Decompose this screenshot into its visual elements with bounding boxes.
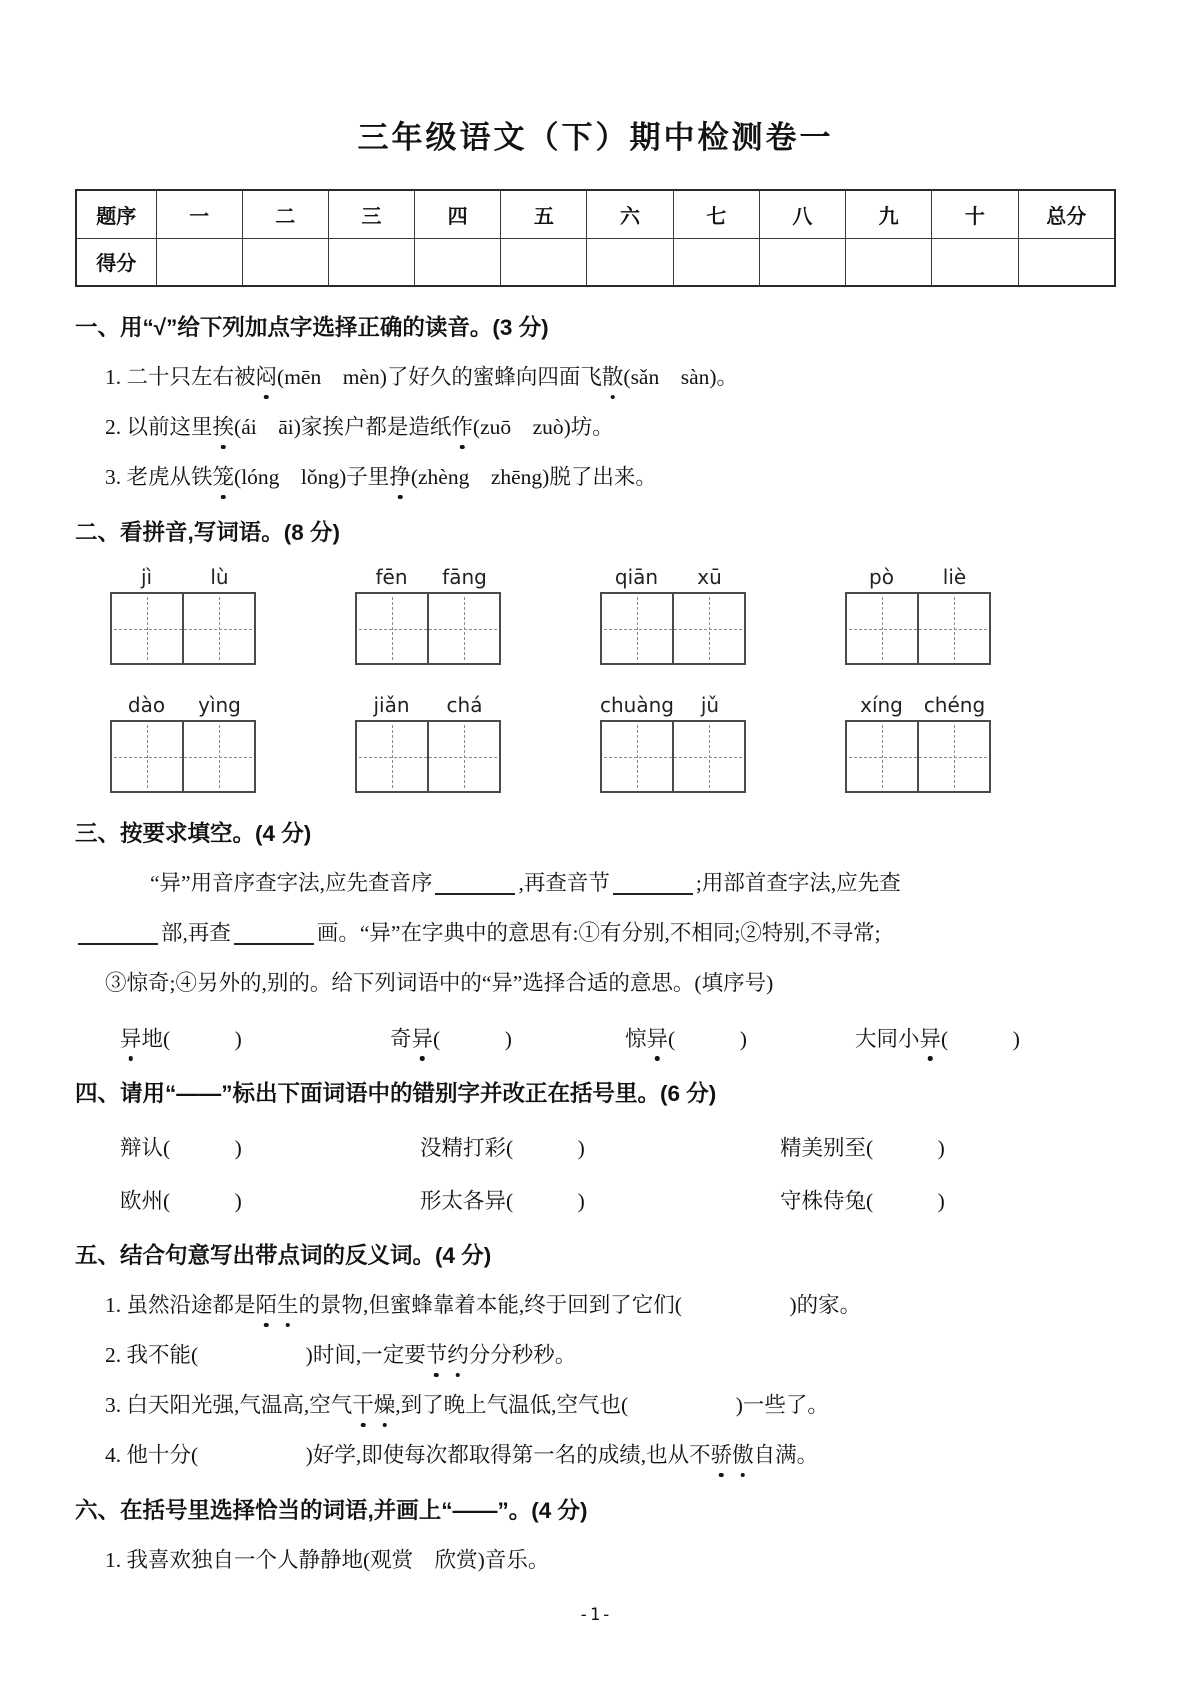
dotted-char: 散 <box>602 363 624 392</box>
s1-question-3 <box>105 463 1116 492</box>
pinyin-word-block <box>600 693 746 793</box>
text-run: 1. 我喜欢独自一个人静静地(观赏 欣赏)音乐。 <box>105 1547 550 1572</box>
score-col-header: 一 <box>156 190 242 238</box>
s6-question-1 <box>105 1546 1116 1575</box>
pinyin-labels <box>600 693 746 717</box>
pinyin-labels <box>110 693 256 717</box>
text-run: 部,再查 <box>161 921 231 946</box>
s5-question-3 <box>105 1391 1116 1420</box>
writing-grid <box>110 720 256 793</box>
dotted-char: 挨 <box>213 413 235 442</box>
score-col-header: 二 <box>242 190 328 238</box>
pinyin-word-block <box>600 565 746 665</box>
section-6-heading: 六、在括号里选择恰当的词语,并画上“——”。(4 分) <box>75 1497 588 1523</box>
pinyin-label: xíng <box>860 693 903 718</box>
writing-grid <box>845 592 991 665</box>
s1-question-1 <box>105 363 1116 392</box>
pinyin-labels <box>845 693 991 717</box>
s1-question-2 <box>105 413 1116 442</box>
pinyin-label: xū <box>697 565 722 590</box>
section-1-heading: 一、用“√”给下列加点字选择正确的读音。(3 分) <box>75 315 549 340</box>
s4-row-1 <box>75 1131 1116 1162</box>
score-table <box>75 189 1116 287</box>
score-col-header: 七 <box>673 190 759 238</box>
dotted-char: 傲 <box>732 1441 754 1470</box>
pinyin-label: jiǎn <box>373 693 410 718</box>
s3-line-3 <box>105 969 1116 998</box>
score-cell-empty <box>587 238 673 286</box>
blank-line <box>78 923 158 945</box>
pinyin-label: pò <box>869 565 894 590</box>
score-col-header: 四 <box>415 190 501 238</box>
s3-line-2 <box>75 919 1116 948</box>
blank-line <box>435 873 515 895</box>
text-run: 奇 <box>390 1027 412 1052</box>
writing-cell <box>427 594 499 663</box>
writing-cell <box>182 594 254 663</box>
pinyin-label: qiān <box>614 565 659 590</box>
pinyin-grid-row-2 <box>110 693 1116 793</box>
blank-line <box>234 923 314 945</box>
dotted-char: 干 <box>352 1391 374 1420</box>
text-run: 分分秒秒。 <box>468 1342 577 1367</box>
pinyin-label: jì <box>140 565 153 590</box>
pinyin-labels <box>355 565 501 589</box>
pinyin-label: fāng <box>442 565 487 590</box>
section-4 <box>75 1080 1116 1214</box>
writing-cell <box>112 722 182 791</box>
writing-grid <box>110 592 256 665</box>
score-cell-empty <box>932 238 1018 286</box>
pinyin-word-block <box>355 565 501 665</box>
text-run: 自满。 <box>753 1442 819 1467</box>
text-run: (mēn mèn)了好久的蜜蜂向四面飞 <box>277 365 602 390</box>
score-cell-empty <box>501 238 587 286</box>
page-number: -1- <box>578 1604 613 1625</box>
score-col-header: 三 <box>328 190 414 238</box>
pinyin-label: dào <box>127 693 166 718</box>
text-run: ,到了晚上气温低,空气也( )一些了。 <box>395 1392 829 1417</box>
score-header-row <box>76 190 1115 238</box>
blank-line <box>613 873 693 895</box>
text-run: 惊 <box>625 1027 647 1052</box>
score-cell-empty <box>328 238 414 286</box>
text-run: (zhèng zhēng)脱了出来。 <box>410 465 657 490</box>
pinyin-labels <box>600 565 746 589</box>
text-run: ( ) <box>668 1027 747 1052</box>
text-run: ( ) <box>433 1027 512 1052</box>
writing-cell <box>602 722 672 791</box>
dotted-char: 作 <box>451 413 473 442</box>
writing-cell <box>847 594 917 663</box>
writing-cell <box>917 594 989 663</box>
writing-cell <box>672 594 744 663</box>
s3-word-yidi <box>120 1022 390 1053</box>
score-header-label: 题序 <box>76 190 156 238</box>
text-run: (zuō zuò)坊。 <box>472 415 614 440</box>
score-cell-empty <box>673 238 759 286</box>
score-col-header: 总分 <box>1018 190 1115 238</box>
score-cell-empty <box>846 238 932 286</box>
s4-word-5: 形太各异( ) <box>420 1188 585 1213</box>
writing-cell <box>847 722 917 791</box>
writing-cell <box>917 722 989 791</box>
dotted-char: 生 <box>277 1291 299 1320</box>
dotted-char: 节 <box>426 1341 448 1370</box>
pinyin-label: lù <box>210 565 229 590</box>
pinyin-label: chá <box>446 693 483 718</box>
pinyin-labels <box>110 565 256 589</box>
text-run: “异”用音序查字法,应先查音序 <box>150 871 433 896</box>
writing-cell <box>357 594 427 663</box>
writing-cell <box>357 722 427 791</box>
dotted-char: 异 <box>120 1022 142 1053</box>
text-run: 的景物,但蜜蜂靠着本能,终于回到了它们( )的家。 <box>298 1292 862 1317</box>
score-cell-empty <box>156 238 242 286</box>
pinyin-word-block <box>355 693 501 793</box>
s4-word-4: 欧州( ) <box>120 1188 242 1213</box>
text-run: ,再查音节 <box>518 871 610 896</box>
score-cell-empty <box>759 238 845 286</box>
text-run: 画。“异”在字典中的意思有:①有分别,不相同;②特别,不寻常; <box>316 921 881 946</box>
score-cell-empty <box>1018 238 1115 286</box>
text-run: 4. 他十分( )好学,即使每次都取得第一名的成绩,也从不 <box>105 1442 711 1467</box>
writing-cell <box>182 722 254 791</box>
pinyin-label: jǔ <box>700 693 720 718</box>
score-col-header: 六 <box>587 190 673 238</box>
dotted-char: 异 <box>412 1022 434 1053</box>
s5-question-4 <box>105 1441 1116 1470</box>
s3-word-options <box>75 1022 1116 1053</box>
dotted-char: 骄 <box>711 1441 733 1470</box>
writing-grid <box>600 720 746 793</box>
text-run: (ái āi)家挨户都是造纸 <box>234 415 452 440</box>
score-cell-empty <box>242 238 328 286</box>
section-2 <box>75 519 1116 793</box>
pinyin-label: yìng <box>198 693 241 718</box>
s5-question-2 <box>105 1341 1116 1370</box>
s4-word-2: 没精打彩( ) <box>420 1135 585 1160</box>
dotted-char: 笼 <box>213 463 235 492</box>
section-1 <box>75 314 1116 492</box>
text-run: ③惊奇;④另外的,别的。给下列词语中的“异”选择合适的意思。(填序号) <box>105 971 774 996</box>
section-3 <box>75 820 1116 1053</box>
pinyin-label: fēn <box>375 565 408 590</box>
writing-grid <box>355 720 501 793</box>
pinyin-labels <box>355 693 501 717</box>
score-col-header: 八 <box>759 190 845 238</box>
exam-content <box>0 314 1191 1625</box>
writing-grid <box>600 592 746 665</box>
pinyin-word-block <box>845 693 991 793</box>
text-run: 2. 我不能( )时间,一定要 <box>105 1342 426 1367</box>
pinyin-word-block <box>110 565 256 665</box>
dotted-char: 挣 <box>389 463 411 492</box>
text-run: 2. 以前这里 <box>105 415 213 440</box>
text-run: 大同小 <box>855 1027 920 1052</box>
writing-cell <box>602 594 672 663</box>
pinyin-label: liè <box>942 565 967 590</box>
score-col-header: 九 <box>846 190 932 238</box>
section-3-heading: 三、按要求填空。(4 分) <box>75 821 312 847</box>
text-run: (sǎn sàn)。 <box>623 365 739 390</box>
score-row-label: 得分 <box>76 238 156 286</box>
dotted-char: 异 <box>920 1022 942 1053</box>
pinyin-label: chéng <box>923 693 986 718</box>
s3-word-datongxiaoyi <box>855 1022 1116 1053</box>
section-4-heading: 四、请用“——”标出下面词语中的错别字并改正在括号里。(6 分) <box>75 1081 717 1107</box>
dotted-char: 异 <box>647 1022 669 1053</box>
writing-cell <box>427 722 499 791</box>
dotted-char: 约 <box>447 1341 469 1370</box>
s3-line-1 <box>150 869 1116 898</box>
section-2-heading: 二、看拼音,写词语。(8 分) <box>75 520 341 546</box>
dotted-char: 陌 <box>256 1291 278 1320</box>
text-run: ;用部首查字法,应先查 <box>695 871 901 896</box>
writing-grid <box>845 720 991 793</box>
s5-question-1 <box>105 1291 1116 1320</box>
score-col-header: 五 <box>501 190 587 238</box>
section-5 <box>75 1242 1116 1470</box>
page-title: 三年级语文（下）期中检测卷一 <box>357 120 834 155</box>
text-run: ( ) <box>941 1027 1020 1052</box>
text-run: (lóng lǒng)子里 <box>234 465 390 490</box>
writing-grid <box>355 592 501 665</box>
s4-word-3: 精美别至( ) <box>780 1135 945 1160</box>
text-run: 3. 老虎从铁 <box>105 465 213 490</box>
s3-word-jingyi <box>625 1022 855 1053</box>
dotted-char: 燥 <box>374 1391 396 1420</box>
score-row <box>76 238 1115 286</box>
s3-word-qiyi <box>390 1022 625 1053</box>
s4-word-1: 辩认( ) <box>120 1135 242 1160</box>
score-cell-empty <box>415 238 501 286</box>
pinyin-label: chuàng <box>600 693 674 718</box>
text-run: 1. 虽然沿途都是 <box>105 1292 256 1317</box>
pinyin-grid-row-1 <box>110 565 1116 665</box>
dotted-char: 闷 <box>256 363 278 392</box>
pinyin-word-block <box>845 565 991 665</box>
section-5-heading: 五、结合句意写出带点词的反义词。(4 分) <box>75 1242 492 1268</box>
text-run: 3. 白天阳光强,气温高,空气 <box>105 1392 353 1417</box>
s4-word-6: 守株侍兔( ) <box>780 1188 945 1213</box>
s4-row-2 <box>75 1184 1116 1215</box>
pinyin-word-block <box>110 693 256 793</box>
writing-cell <box>672 722 744 791</box>
section-6 <box>75 1497 1116 1575</box>
writing-cell <box>112 594 182 663</box>
pinyin-labels <box>845 565 991 589</box>
text-run: 1. 二十只左右被 <box>105 365 256 390</box>
score-col-header: 十 <box>932 190 1018 238</box>
text-run: 地( ) <box>141 1027 242 1052</box>
